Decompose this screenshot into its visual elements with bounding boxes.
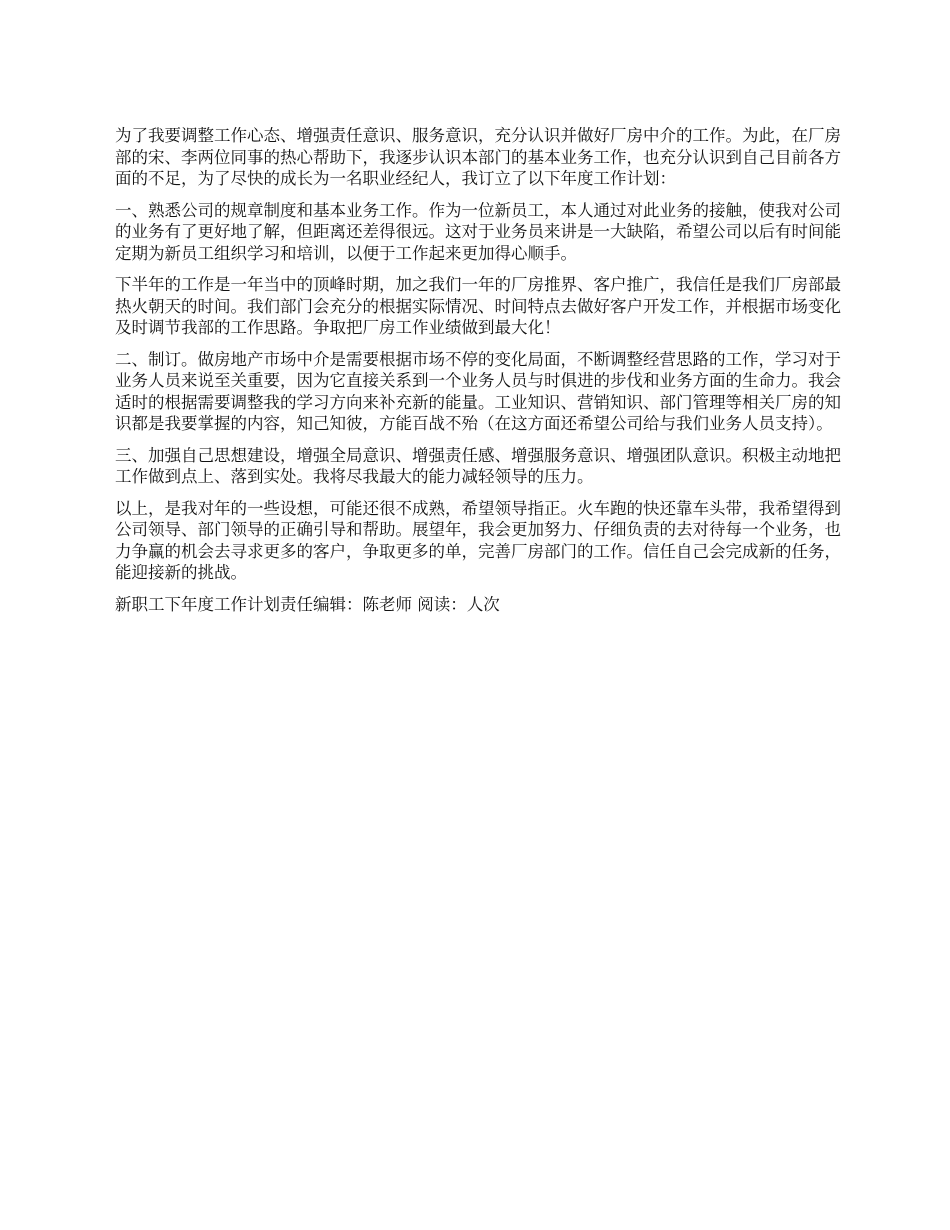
document-body [115, 125, 841, 625]
editor-footer: 新职工下年度工作计划责任编辑：陈老师 阅读：人次 [115, 594, 500, 614]
paragraph-intro: 为了我要调整工作心态、增强责任意识、服务意识，充分认识并做好厂房中介的工作。为此，在厂房部的宋、李两位同事的热心帮助下，我逐步认识本部门的基本业务工作，也充分认识到自己目前各方面的不足，为了尽快的成长为一名职业经纪人，我订立了以下年度工作计划： [115, 126, 841, 188]
paragraph-section-2: 二、制订。做房地产市场中介是需要根据市场不停的变化局面，不断调整经营思路的工作，学习对于业务人员来说至关重要，因为它直接关系到一个业务人员与时俱进的步伐和业务方面的生命力。我会适时的根据需要调整我的学习方向来补充新的能量。工业知识、营销知识、部门管理等相关厂房的知识都是我要掌握的内容，知己知彼，方能百战不殆（在这方面还希望公司给与我们业务人员支持）。 [115, 349, 841, 433]
paragraph-section-1: 一、熟悉公司的规章制度和基本业务工作。作为一位新员工，本人通过对此业务的接触，使我对公司的业务有了更好地了解，但距离还差得很远。这对于业务员来讲是一大缺陷，希望公司以后有时间能定期为新员工组织学习和培训，以便于工作起来更加得心顺手。 [115, 200, 841, 263]
paragraph-second-half: 下半年的工作是一年当中的顶峰时期，加之我们一年的厂房推界、客户推广，我信任是我们厂房部最热火朝天的时间。我们部门会充分的根据实际情况、时间特点去做好客户开发工作，并根据市场变化及时调节我部的工作思路。争取把厂房工作业绩做到最大化！ [115, 275, 841, 337]
paragraph-conclusion: 以上，是我对年的一些设想，可能还很不成熟，希望领导指正。火车跑的快还靠车头带，我希望得到公司领导、部门领导的正确引导和帮助。展望年，我会更加努力、仔细负责的去对待每一个业务，也力争赢的机会去寻求更多的客户，争取更多的单，完善厂房部门的工作。信任自己会完成新的任务，能迎接新的挑战。 [115, 498, 841, 582]
paragraph-section-3: 三、加强自己思想建设，增强全局意识、增强责任感、增强服务意识、增强团队意识。积极主动地把工作做到点上、落到实处。我将尽我最大的能力减轻领导的压力。 [115, 445, 841, 486]
